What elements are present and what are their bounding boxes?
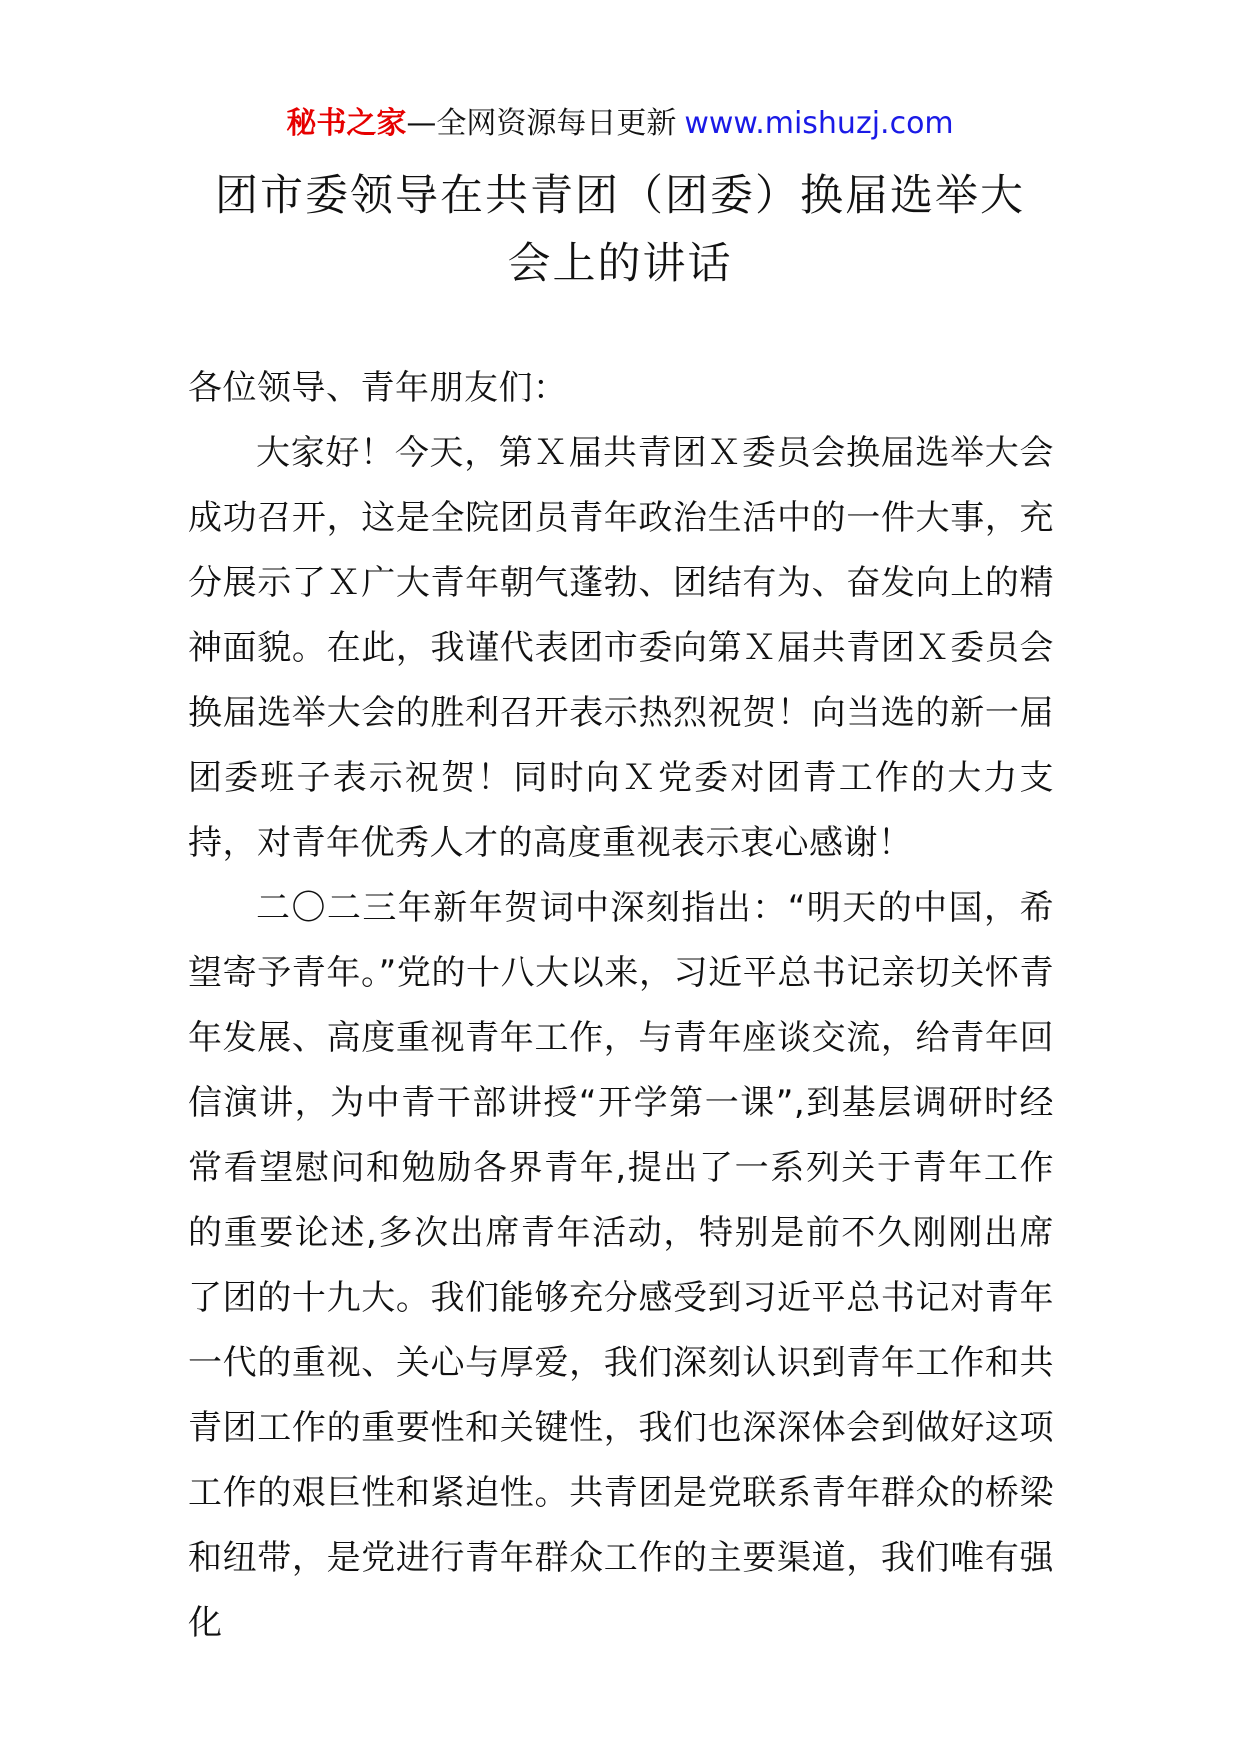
paragraph-1: 大家好！今天，第Ｘ届共青团Ｘ委员会换届选举大会成功召开，这是全院团员青年政治生活中的一件大事，充分展示了Ｘ广大青年朝气蓬勃、团结有为、奋发向上的精神面貌。在此，我谨代表团市委向第Ｘ届共青团Ｘ委员会换届选举大会的胜利召开表示热烈祝贺！向当选的新一届团委班子表示祝贺！同时向Ｘ党委对团青工作的大力支持，对青年优秀人才的高度重视表示衷心感谢！	[188, 433, 1054, 863]
paragraph-2: 二〇二三年新年贺词中深刻指出：“明天的中国，希望寄予青年。”党的十八大以来，习近平总书记亲切关怀青年发展、高度重视青年工作，与青年座谈交流，给青年回信演讲，为中青干部讲授“开学第一课”,到基层调研时经常看望慰问和勉励各界青年,提出了一系列关于青年工作的重要论述,多次出席青年活动，特别是前不久刚刚出席了团的十九大。我们能够充分感受到习近平总书记对青年一代的重视、关心与厚爱，我们深刻认识到青年工作和共青团工作的重要性和关键性，我们也深深体会到做好这项工作的艰巨性和紧迫性。共青团是党联系青年群众的桥梁和纽带，是党进行青年群众工作的主要渠道，我们唯有强化	[188, 888, 1054, 1643]
header-slogan: —全网资源每日更新	[406, 106, 677, 141]
site-header	[0, 104, 1240, 144]
site-url-link[interactable]: www.mishuzj.com	[684, 106, 954, 141]
title-line-1: 团市委领导在共青团（团委）换届选举大	[215, 171, 1025, 221]
document-title	[150, 162, 1090, 298]
document-body	[188, 356, 1054, 1656]
brand-name: 秘书之家	[286, 106, 407, 141]
title-line-2: 会上的讲话	[507, 239, 733, 289]
salutation: 各位领导、青年朋友们：	[188, 368, 568, 408]
